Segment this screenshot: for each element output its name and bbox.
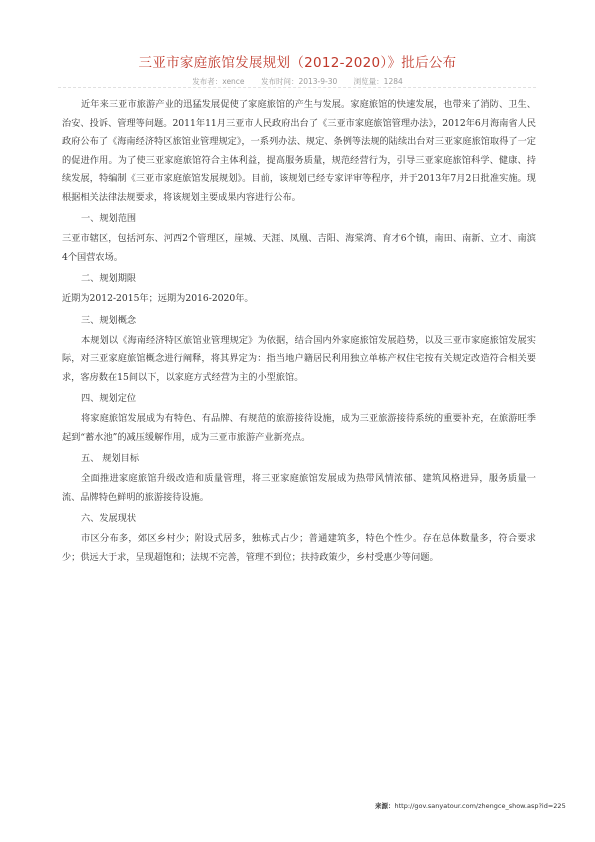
section-heading-scope: 一、规划范围 bbox=[81, 213, 137, 224]
section-paragraph-status: 市区分布多，郊区乡村少；附设式居多，独栋式占少；普通建筑多，特色个性少。存在总体数量多，符合要求少；供远大于求，呈现超饱和；法规不完善，管理不到位；扶持政策少，乡村受惠少等问题。 bbox=[62, 533, 536, 563]
section-paragraph-scope: 三亚市辖区，包括河东、河西2个管理区，崖城、天涯、凤凰、吉阳、海棠湾、育才6个镇，南田、南新、立才、南滨4个国营农场。 bbox=[62, 233, 536, 263]
article-title: 三亚市家庭旅馆发展规划（2012-2020）》批后公布 bbox=[138, 55, 457, 71]
section-heading-goals: 五、 规划目标 bbox=[81, 453, 140, 464]
meta-views: 浏览量：1284 bbox=[353, 77, 403, 86]
section-heading-positioning: 四、规划定位 bbox=[81, 393, 137, 404]
meta-author: 发布者：xence bbox=[192, 77, 245, 86]
section-heading-status: 六、发展现状 bbox=[81, 513, 137, 524]
source-footer bbox=[375, 801, 580, 810]
section-paragraph-period: 近期为2012-2015年；远期为2016-2020年。 bbox=[62, 293, 254, 304]
section-paragraph-goals: 全面推进家庭旅馆升级改造和质量管理，将三亚家庭旅馆发展成为热带风情浓郁、建筑风格进异，服务质量一流、品牌特色鲜明的旅游接待设施。 bbox=[62, 473, 536, 503]
intro-paragraph: 近年来三亚市旅游产业的迅猛发展促使了家庭旅馆的产生与发展。家庭旅馆的快速发展，也带来了消防、卫生、治安、投诉、管理等问题。2011年11月三亚市人民政府出台了《三亚市家庭旅馆管理办法》，2012年6月海南省人民政府公布了《海南经济特区旅馆业管理规定》，一系列办法、规定、条例等法规的陆续出台对三亚家庭旅馆取得了一定的促进作用。为了使三亚家庭旅馆符合主体利益，提高服务质量，规范经营行为，引导三亚家庭旅馆科学、健康、持续发展，特编制《三亚市家庭旅馆发展规划》。目前，该规划已经专家评审等程序，并于2013年7月2日批准实施。现根据相关法律法规要求，将该规划主要成果内容进行公布。 bbox=[62, 99, 536, 203]
title-divider bbox=[58, 87, 536, 88]
source-label: 来源： bbox=[375, 802, 395, 810]
section-heading-concept: 三、规划概念 bbox=[81, 314, 137, 326]
section-heading-period: 二、规划期限 bbox=[81, 273, 137, 284]
source-url[interactable]: http://gov.sanyatour.com/zhengce_show.asp?id=225 bbox=[394, 802, 566, 810]
section-paragraph-concept: 本规划以《海南经济特区旅馆业管理规定》为依据，结合国内外家庭旅馆发展趋势，以及三亚市家庭旅馆发展实际，对三亚家庭旅馆概念进行阐释，将其界定为：指当地户籍居民利用独立单栋产权住宅按有关规定改造符合相关要求，客房数在15间以下，以家庭方式经营为主的小型旅馆。 bbox=[62, 334, 536, 383]
article-meta bbox=[0, 76, 595, 87]
section-paragraph-positioning: 将家庭旅馆发展成为有特色、有品牌、有规范的旅游接待设施，成为三亚旅游接待系统的重要补充，在旅游旺季起到“蓄水池”的减压缓解作用，成为三亚市旅游产业新亮点。 bbox=[62, 413, 536, 443]
article-body bbox=[62, 96, 536, 567]
meta-date: 发布时间：2013-9-30 bbox=[260, 77, 338, 86]
